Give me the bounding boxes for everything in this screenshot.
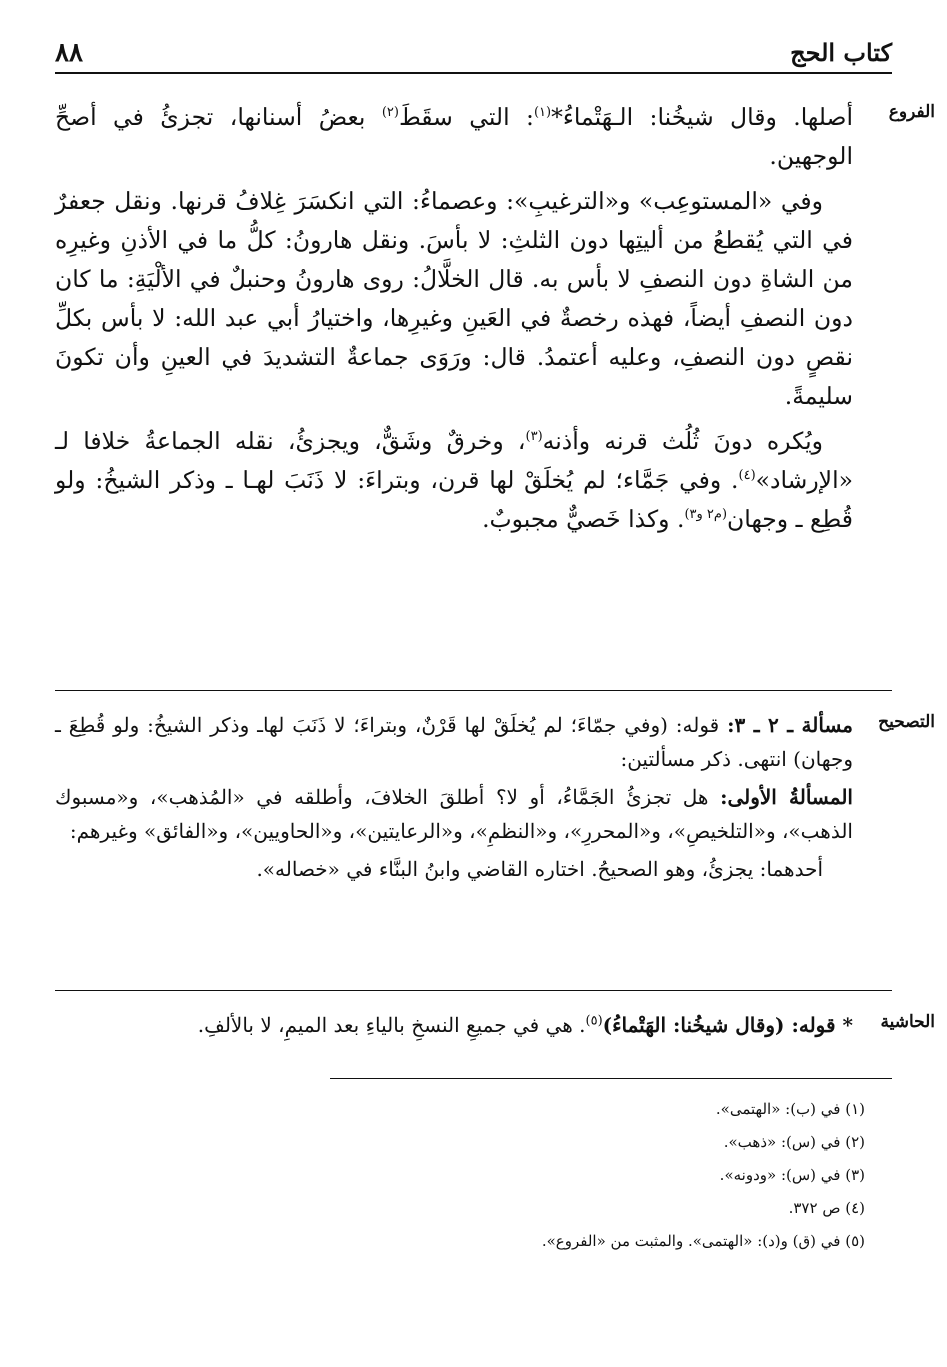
section-divider-1 [55, 690, 892, 691]
correction-section-label: التصحيح [878, 712, 935, 732]
correction-text-body [55, 708, 853, 886]
main-section-label: الفروع [888, 102, 935, 122]
footnote-3: (٣) في (س): «ودونه». [719, 1166, 865, 1184]
footnote-ref-5[interactable]: (٥) [585, 1013, 603, 1029]
issue-heading: مسألة ـ ٢ ـ ٣: [727, 713, 853, 737]
page-number: ٨٨ [55, 38, 83, 68]
section-divider-2 [55, 990, 892, 991]
correction-paragraph-2: المسألةُ الأولى: هل تجزئُ الجَمَّاءُ، أو لا؟ أطلقَ الخلافَ، وأطلقه في «المُذهب»، و«مسبوك الذهب»، و«التلخيصِ»، و«المحررِ»، و«النظمِ»، و«الرعايتين»، و«الحاويين»، و«الفائق» وغيرهم: [55, 785, 853, 843]
main-paragraph-1: أصلها. وقال شيخُنا: الـهَتْماءُ*$^{(١)}$: التي سقَطَ$^{(٢)}$ بعضُ أسنانها، تجزئُ في أصحِّ الوجهين. [55, 103, 853, 170]
correction-paragraph-3: أحدهما: يجزئُ، وهو الصحيحُ. اختاره القاضي وابنُ البنَّاء في «خصاله». [256, 857, 823, 881]
correction-paragraph-1: مسألة ـ ٢ ـ ٣: قوله: (وفي جمّاءَ؛ لم يُخلَقْ لها قَرْنٌ، وبتراءَ؛ لا ذَنَبَ لهاـ وذكر الشيخُ: ولو قُطِعَ ـ وجهان) انتهى. ذكر مسألتين: [55, 713, 853, 771]
footnote-ref-3[interactable]: (٣) [525, 429, 543, 445]
running-title: كتاب الحج [790, 38, 892, 67]
footnote-1: (١) في (ب): «الهتمى». [715, 1100, 865, 1118]
hashiya-quote: * قوله: (وقال شيخُنا: الهَتْماءُ) [602, 1013, 853, 1037]
correction-ref[interactable]: (م٢ و٣) [684, 507, 728, 523]
page-header [55, 38, 892, 74]
hashiya-section [55, 1008, 935, 1042]
footnote-5: (٥) في (ق) و(د): «الهتمى». والمثبت من «الفروع». [541, 1232, 865, 1250]
first-issue-heading: المسألةُ الأولى: [720, 785, 853, 809]
main-paragraph-2: وفي «المستوعِب» و«الترغيبِ»: وعصماءُ: التي انكسَرَ غِلافُ قرنها. ونقل جعفرٌ في التي يُقطعُ من أليتِها دون الثلثِ: لا بأسَ. ونقل هارونُ: كلُّ ما في الأذنِ وغيرِه من الشاةِ دون النصفِ لا بأس به. قال الخلَّالُ: روى هارونُ وحنبلٌ في الألْيَةِ: ما كان دون النصفِ أيضاً، فهذه رخصةٌ في العَينِ وغيرِها، واختيارُ أبي عبد الله: لا بأس بكلِّ نقصٍ دون النصفِ، وعليه أعتمدُ. قال: ورَوَى جماعةٌ التشديدَ في العينِ وأن تكونَ سليمةً. [55, 187, 853, 410]
main-section [55, 98, 935, 545]
footnote-4: (٤) ص ٣٧٢. [788, 1199, 865, 1217]
footnote-ref-1[interactable]: (١) [533, 105, 552, 121]
footnote-ref-2[interactable]: (٢) [381, 105, 399, 121]
footnote-2: (٢) في (س): «ذهب». [723, 1133, 865, 1151]
correction-section [55, 708, 935, 890]
footnote-ref-4[interactable]: (٤) [738, 468, 756, 484]
footnotes [55, 1093, 865, 1258]
main-text-body [55, 98, 853, 539]
main-paragraph-3: ويُكره دونَ ثُلُث قرنه وأذنه$^{(٣)}$، وخرقٌ وشَقٌّ، ويجزئُ، نقله الجماعةُ خلافا لـ «الإرشاد»$^{(٤)}$. وفي جَمَّاء؛ لم يُخلَقْ لها قرن، وبتراءَ: لا ذَنَبَ لهـا ـ وذكر الشيخُ: ولو قُطِع ـ وجهان$^{(م٢ و٣)}$. وكذا خَصيٌّ مجبوبٌ. [55, 427, 853, 533]
footnote-divider [330, 1078, 892, 1079]
hashiya-text-body: * قوله: (وقال شيخُنا: الهَتْماءُ)$^{(٥)}$. هي في جميعِ النسخِ بالياءِ بعد الميمِ، لا بالألفِ. [197, 1013, 853, 1037]
hashiya-section-label: الحاشية [880, 1012, 935, 1032]
